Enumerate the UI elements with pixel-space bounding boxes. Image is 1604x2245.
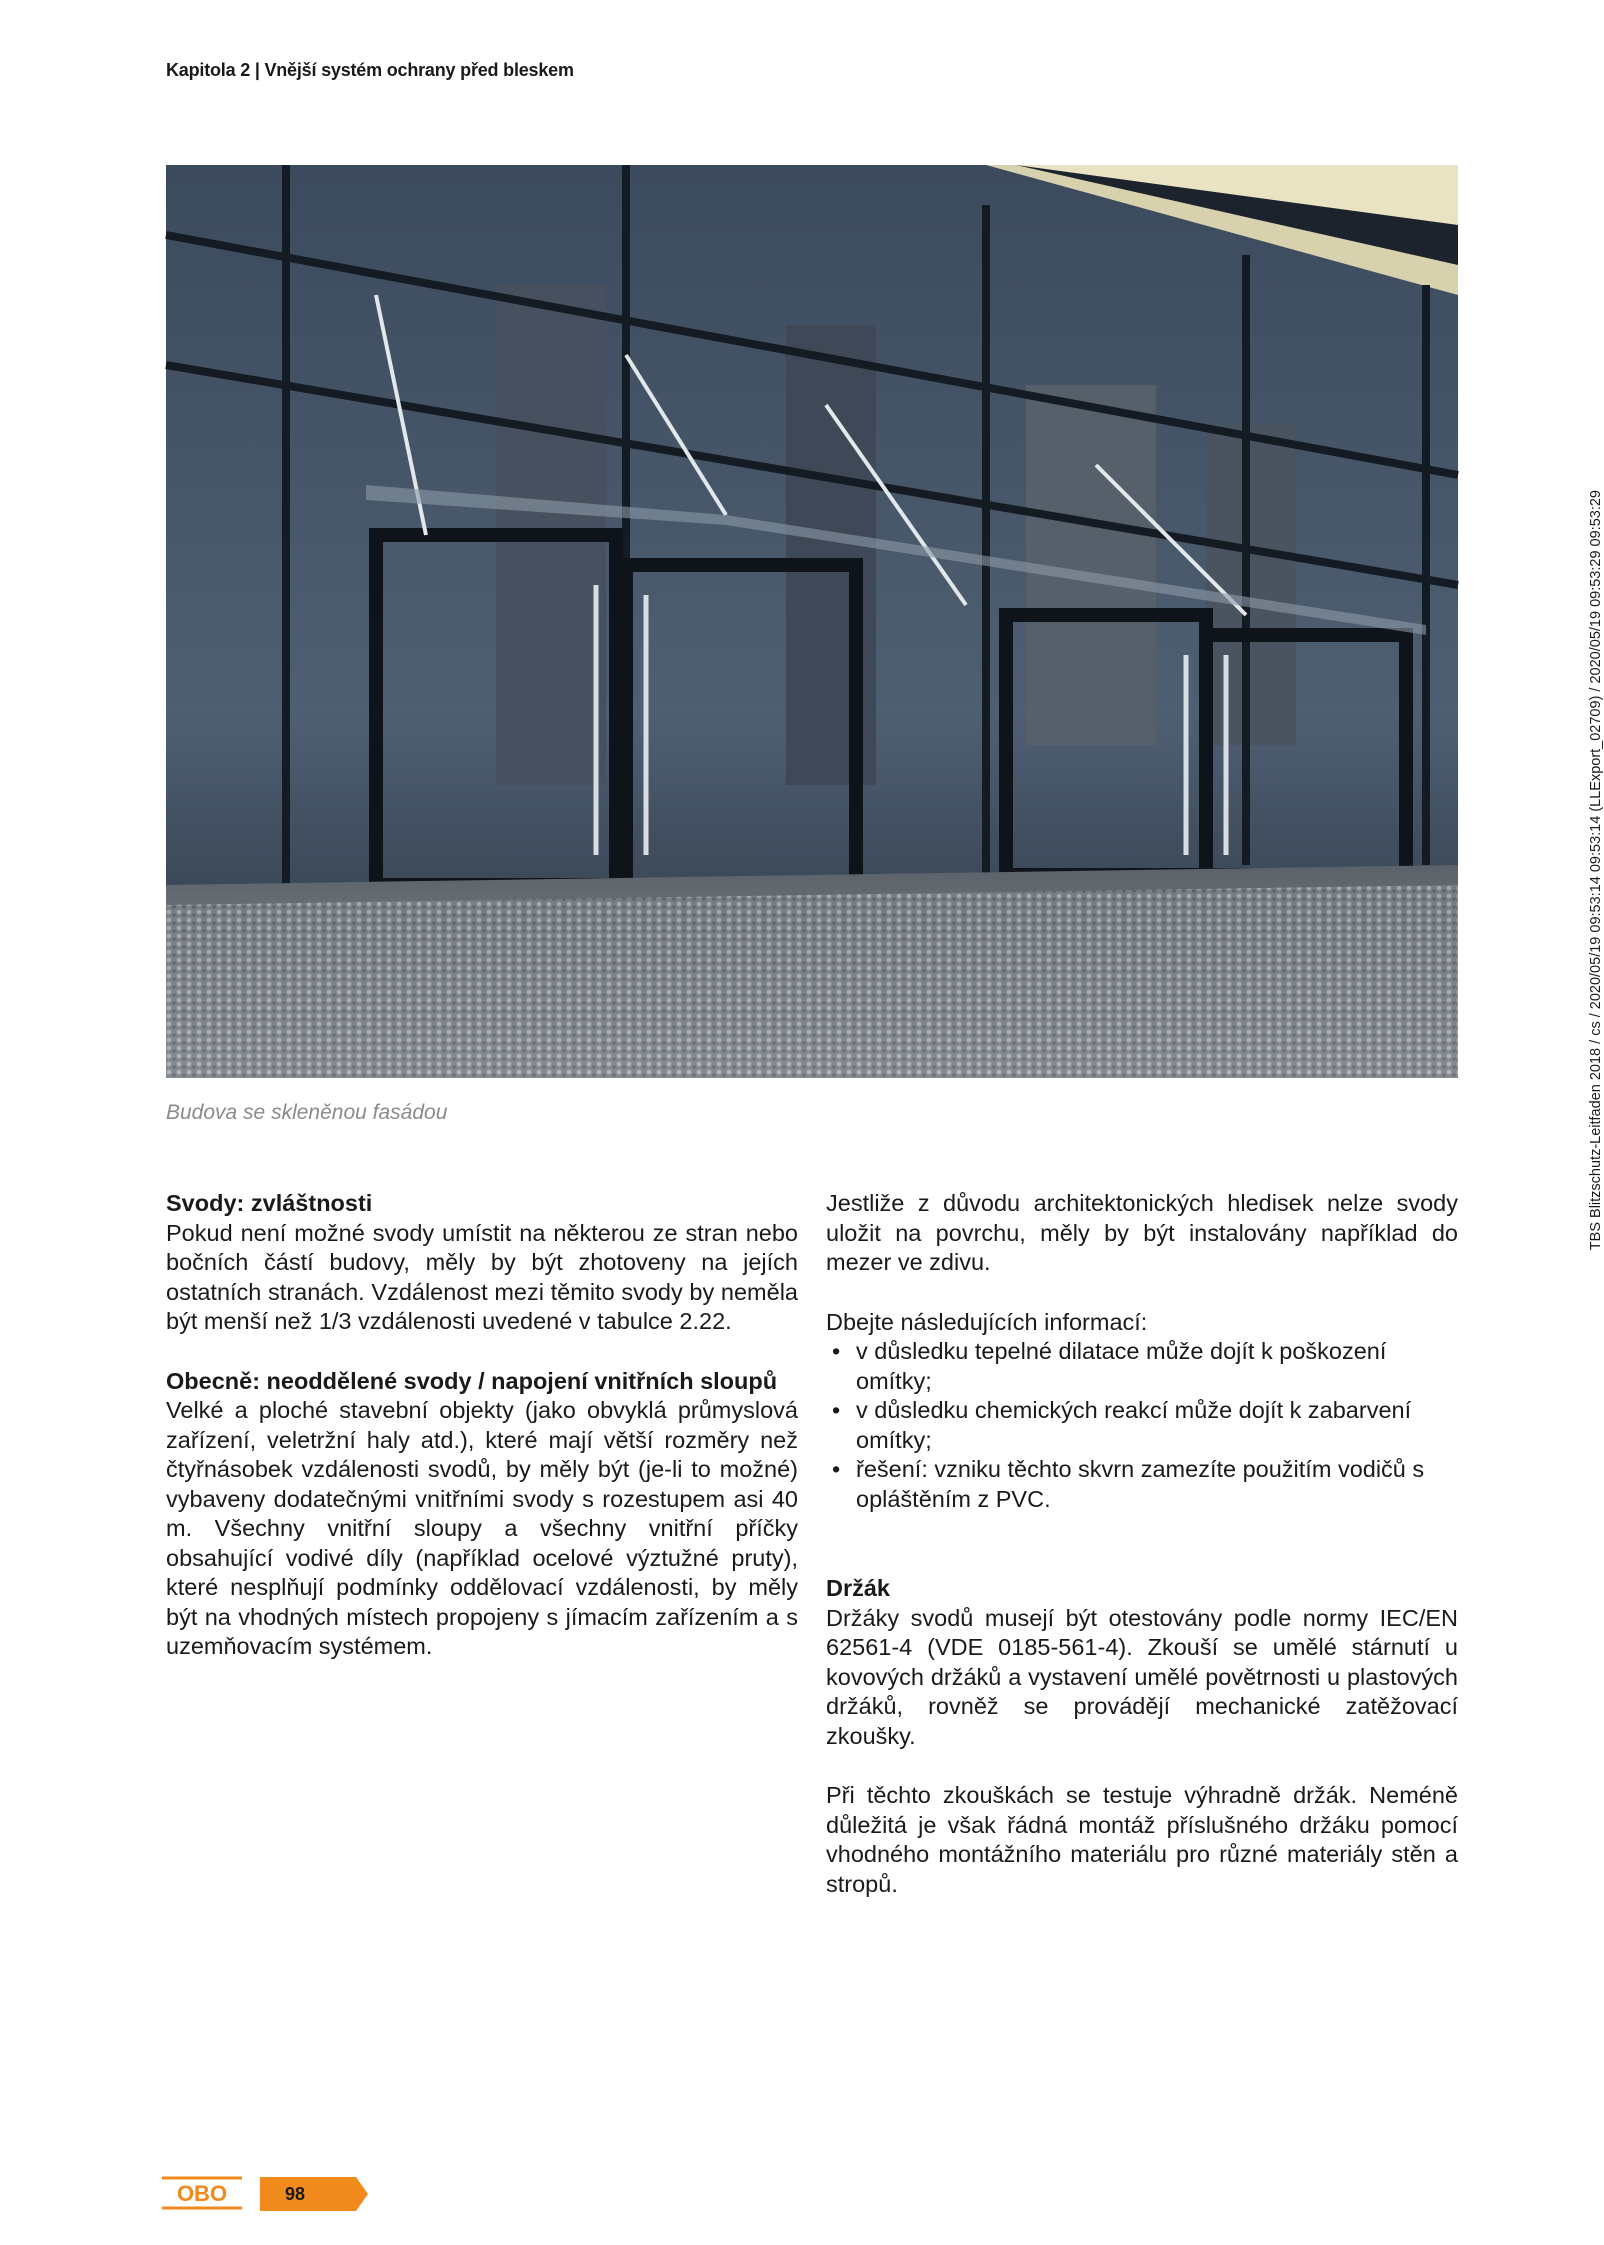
obo-logo — [162, 2176, 242, 2210]
paragraph: Držáky svodů musejí být otestovány podle normy IEC/EN 62561-4 (VDE 0185-561-4). Zkouší se umělé stárnutí u kovových držáků a vystavení umělé povětrnosti u plastových držáků, rovněž se provádějí mechanické zatěžovací zkoušky. — [826, 1604, 1458, 1749]
section-heading: Držák — [826, 1575, 891, 1601]
list-item: • v důsledku tepelné dilatace může dojít k poškození omítky; — [826, 1337, 1458, 1396]
figure-caption: Budova se skleněnou fasádou — [166, 1101, 448, 1124]
paragraph: Jestliže z důvodu architektonických hledisek nelze svody uložit na povrchu, měly by být instalovány například do mezer ve zdivu. — [826, 1190, 1458, 1275]
paragraph: Velké a ploché stavební objekty (jako obvyklá průmyslová zařízení, veletržní haly atd.), které mají větší rozměry než čtyřnásobek vzdálenosti svodů, by měly být (je-li to možné) vybaveny dodatečnými vnitřními svody s rozestupem asi 40 m. Všechny vnitřní sloupy a všechny vnitřní příčky obsahující vodivé díly (například ocelové výztužné pruty), které nesplňují podmínky oddělovací vzdálenosti, by měly být na vhodných místech propojeny s jímacím zařízením a s uzemňovacím systémem. — [166, 1397, 798, 1659]
right-column — [826, 1189, 1458, 1899]
bullet-list — [826, 1337, 1458, 1514]
chapter-header: Kapitola 2 | Vnější systém ochrany před bleskem — [166, 60, 574, 80]
meta-line: TBS Blitzschutz-Leitfaden 2018 / cs / 2020/05/19 09:53:14 09:53:14 (LLExport_02709) / 2020/05/19 09:53:29 09:53:29 — [1588, 490, 1604, 1251]
logo-text: OBO — [176, 2181, 228, 2206]
section-heading: Svody: zvláštnosti — [166, 1190, 373, 1216]
page-number-tab — [260, 2177, 368, 2211]
facade-photo — [166, 165, 1458, 1078]
left-column — [166, 1189, 798, 1662]
paragraph: Pokud není možné svody umístit na některou ze stran nebo bočních částí budovy, měly by být zhotoveny na jejích ostatních stranách. Vzdálenost mezi těmito svody by neměla být menší než 1/3 vzdálenosti uvedené v tabulce 2.22. — [166, 1219, 798, 1334]
list-item: • řešení: vzniku těchto skvrn zamezíte použitím vodičů s opláštěním z PVC. — [826, 1455, 1458, 1514]
list-item: • v důsledku chemických reakcí může dojít k zabarvení omítky; — [826, 1396, 1458, 1455]
document-meta-vertical — [1588, 490, 1604, 1290]
paragraph: Při těchto zkouškách se testuje výhradně držák. Neméně důležitá je však řádná montáž příslušného držáku pomocí vhodného montážního materiálu pro různé materiály stěn a stropů. — [826, 1782, 1458, 1897]
paragraph: Dbejte následujících informací: — [826, 1308, 1148, 1335]
page-number: 98 — [285, 2184, 306, 2204]
section-heading: Obecně: neoddělené svody / napojení vnitřních sloupů — [166, 1367, 778, 1394]
